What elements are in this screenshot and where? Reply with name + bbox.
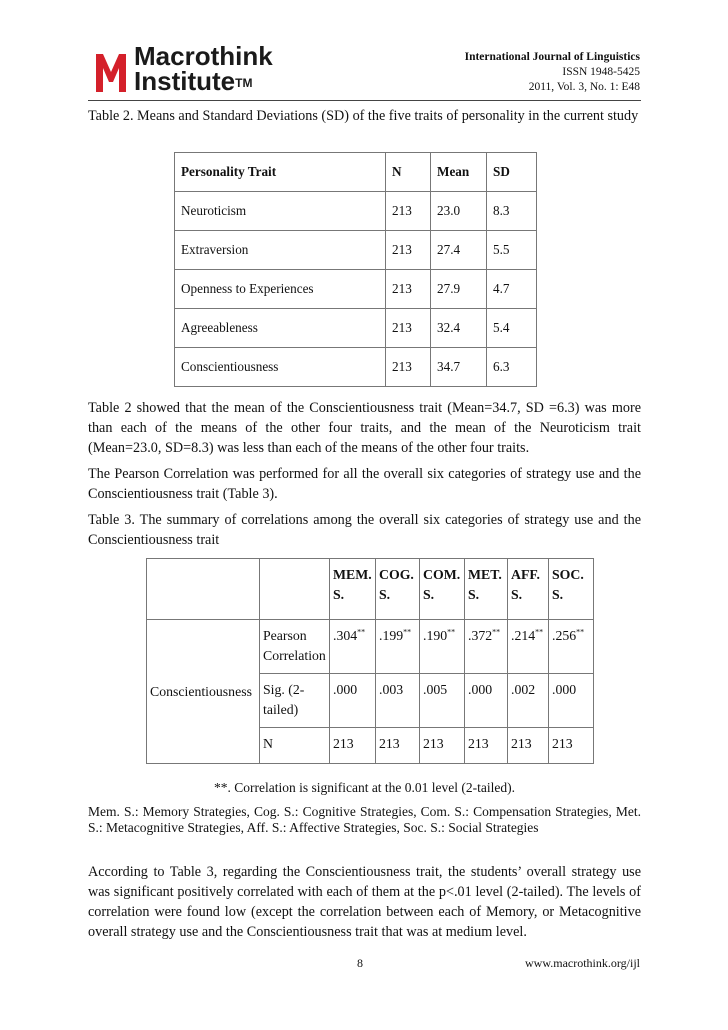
table-header-cell: MET. S. [465,559,508,620]
table-cell: Sig. (2-tailed) [260,674,330,728]
journal-volume: 2011, Vol. 3, No. 1: E48 [528,81,640,93]
table-cell: .000 [330,674,376,728]
table-header-row [147,559,594,620]
table-cell: .003 [376,674,420,728]
table-cell: .190** [420,620,465,674]
table-row [175,192,537,231]
table-cell: 4.7 [487,270,537,309]
table-cell: .000 [549,674,594,728]
header-divider [88,100,641,101]
table-cell: 213 [386,270,431,309]
paragraph-table3-discussion: According to Table 3, regarding the Conscientiousness trait, the students’ overall strategy use was significant positively correlated with each of them at the p<.01 level (2-tailed). The levels of correlation were found low (except the correlation between each of Memory, or Metacognitive overall strategy use and the Conscientiousness trait that was at medium level. [88,864,641,940]
table-cell: 5.4 [487,309,537,348]
table-header-row [175,153,537,192]
table-cell: .199** [376,620,420,674]
table-header-cell: MEM. S. [330,559,376,620]
table-row [175,348,537,387]
table-row [175,309,537,348]
table-header-cell: Personality Trait [175,153,386,192]
table3 [146,558,594,764]
table-header-cell [260,559,330,620]
table-cell: .372** [465,620,508,674]
table-cell: 213 [420,728,465,764]
table2 [174,152,537,387]
journal-header [465,50,640,95]
table-row [175,270,537,309]
paragraph-pearson-intro: The Pearson Correlation was performed for all the overall six categories of strategy use and the Conscientiousness trait (Table 3). [88,466,641,502]
table2-caption: Table 2. Means and Standard Deviations (SD) of the five traits of personality in the current study [88,108,639,124]
table-header-cell: SD [487,153,537,192]
journal-title: International Journal of Linguistics [464,51,640,63]
table-cell: .214** [508,620,549,674]
table-header-cell: N [386,153,431,192]
table3-footnote: **. Correlation is significant at the 0.01 level (2-tailed). [213,780,516,795]
table-cell: 213 [330,728,376,764]
table-cell: 27.4 [431,231,487,270]
page-number: 8 [357,956,363,970]
table-header-cell: COM. S. [420,559,465,620]
table-header-cell: Mean [431,153,487,192]
table-cell: 34.7 [431,348,487,387]
table-cell: 5.5 [487,231,537,270]
table-cell: Agreeableness [175,309,386,348]
table-cell: Pearson Correlation [260,620,330,674]
abbreviations-note: Mem. S.: Memory Strategies, Cog. S.: Cognitive Strategies, Com. S.: Compensation Strategies, Met. S.: Metacognitive Strategies, Aff. S.: Affective Strategies, Soc. S.: Social Strategies [88,804,641,835]
table-header-cell: COG. S. [376,559,420,620]
table-cell: 213 [386,231,431,270]
table-cell: .005 [420,674,465,728]
journal-issn: ISSN 1948-5425 [562,66,640,78]
table-cell: .256** [549,620,594,674]
table-row [175,231,537,270]
table-row [147,620,594,674]
paragraph-table2-discussion: Table 2 showed that the mean of the Conscientiousness trait (Mean=34.7, SD =6.3) was more than each of the means of the other four traits, and the mean of the Neuroticism trait (Mean=23.0, SD=8.3) was less than each of the means of the other four traits. [88,400,641,456]
table-cell: Neuroticism [175,192,386,231]
table-cell: 27.9 [431,270,487,309]
table-cell: 32.4 [431,309,487,348]
logo-wordmark: Macrothink Institute™ [134,41,273,96]
table-row-label: Conscientiousness [147,620,260,764]
table-cell: 213 [386,309,431,348]
table-cell: Conscientiousness [175,348,386,387]
footer-url: www.macrothink.org/ijl [525,956,640,970]
table-cell: 213 [508,728,549,764]
table3-caption: Table 3. The summary of correlations among the overall six categories of strategy use and the Conscientiousness trait [88,512,641,548]
table-header-cell: AFF. S. [508,559,549,620]
table-cell: 8.3 [487,192,537,231]
table-cell: 213 [386,348,431,387]
table-cell: 213 [549,728,594,764]
table-cell: 6.3 [487,348,537,387]
table-cell: 213 [386,192,431,231]
table-cell: 213 [465,728,508,764]
publisher-logo [94,41,294,96]
table-cell: 23.0 [431,192,487,231]
table-cell: N [260,728,330,764]
table-header-cell: SOC. S. [549,559,594,620]
table-cell: Extraversion [175,231,386,270]
table-cell: Openness to Experiences [175,270,386,309]
table-cell: .304** [330,620,376,674]
table-cell: 213 [376,728,420,764]
table-cell: .002 [508,674,549,728]
macrothink-m-icon [94,48,128,92]
table-cell: .000 [465,674,508,728]
table-header-cell [147,559,260,620]
